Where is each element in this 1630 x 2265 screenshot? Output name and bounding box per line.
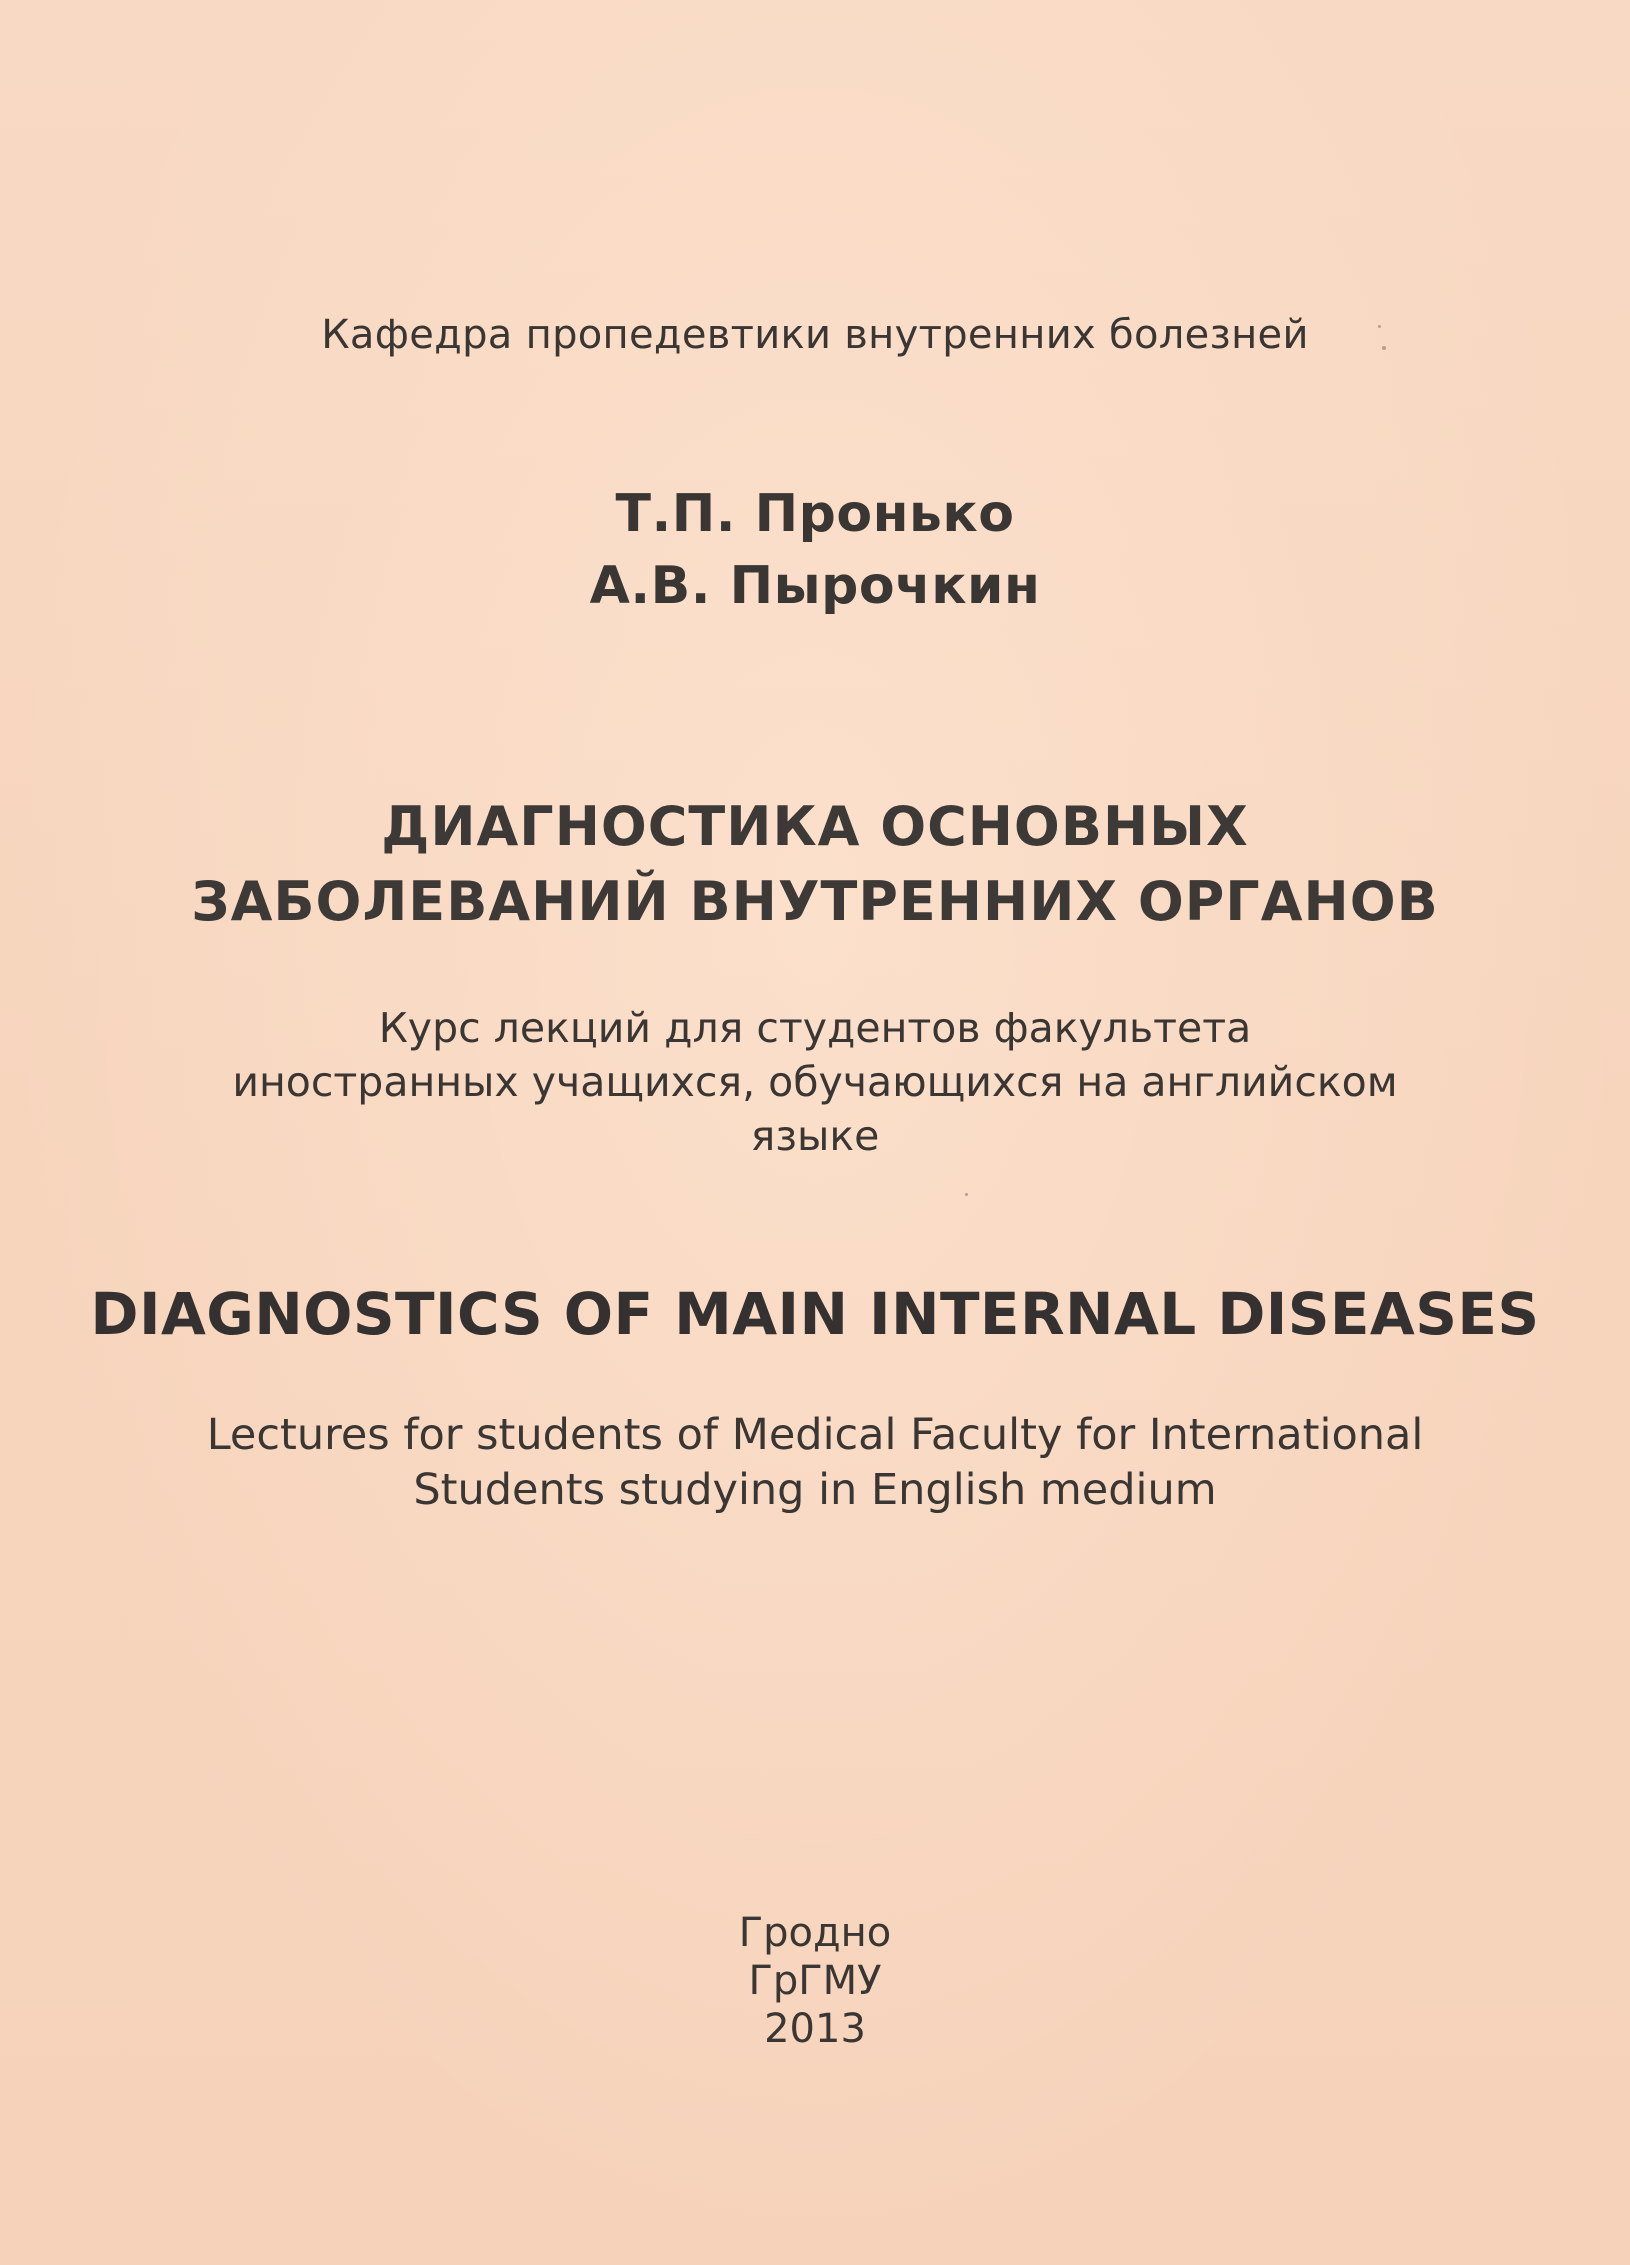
subtitle-ru-line-3: языке [750,1112,880,1160]
imprint-year: 2013 [764,2006,866,2052]
title-ru-line-2: ЗАБОЛЕВАНИЙ ВНУТРЕННИХ ОРГАНОВ [191,870,1439,933]
subtitle-en-line-1: Lectures for students of Medical Faculty for International [206,1410,1424,1460]
author-2: А.В. Пырочкин [589,556,1041,616]
title-en: DIAGNOSTICS OF MAIN INTERNAL DISEASES [90,1280,1540,1348]
paper-speck [1382,346,1386,350]
paper-speck [1378,325,1381,328]
author-1: Т.П. Пронько [615,484,1015,544]
subtitle-en-line-2: Students studying in English medium [413,1465,1217,1515]
title-ru-line-1: ДИАГНОСТИКА ОСНОВНЫХ [381,795,1249,858]
department-name: Кафедра пропедевтики внутренних болезней [321,312,1309,358]
paper-speck [965,1193,968,1196]
imprint-publisher: ГрГМУ [748,1958,882,2004]
imprint-city: Гродно [738,1910,892,1956]
subtitle-ru-line-1: Курс лекций для студентов факультета [378,1004,1252,1052]
subtitle-ru-line-2: иностранных учащихся, обучающихся на английском [232,1058,1398,1106]
